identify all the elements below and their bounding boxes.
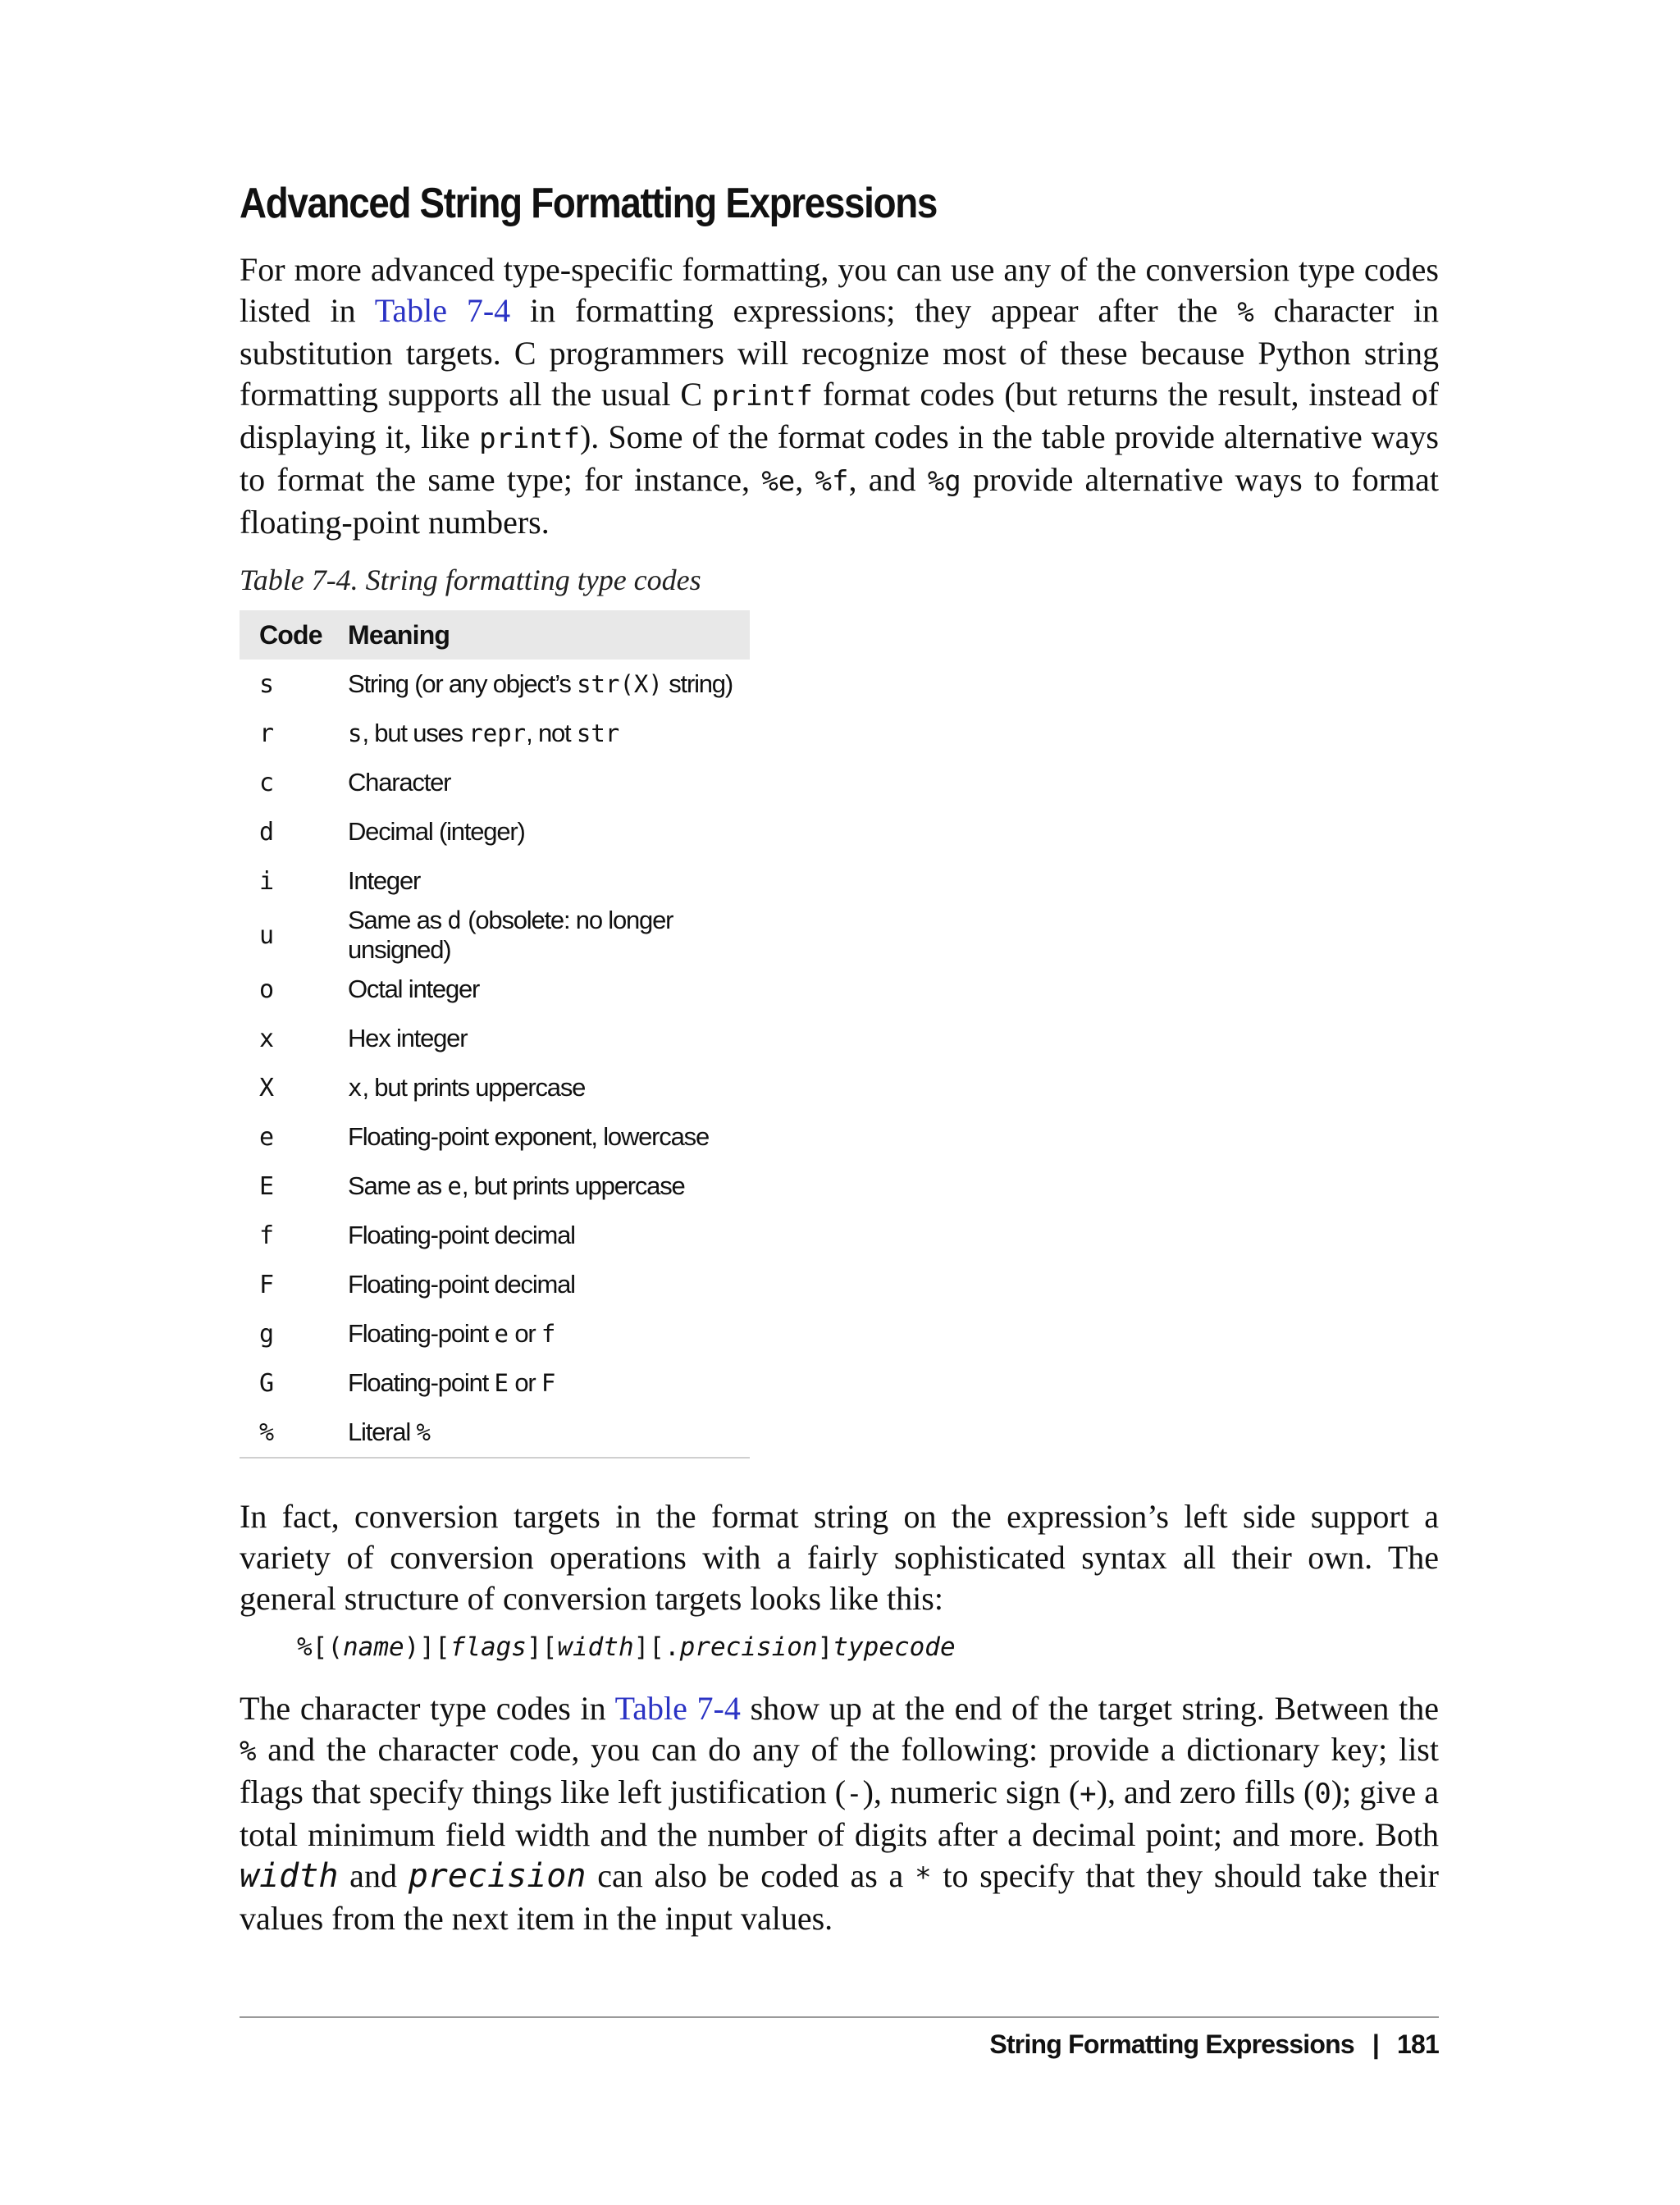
meaning-text: Floating-point exponent, lowercase [348, 1122, 709, 1151]
table-row [240, 1063, 750, 1112]
code-inline: e [494, 1320, 509, 1348]
code-cell: u [259, 920, 275, 950]
meaning-text: Floating-point decimal [348, 1221, 575, 1249]
code-inline: % [240, 1735, 257, 1768]
code-inline: %e [761, 465, 796, 498]
meaning-text: Decimal (integer) [348, 817, 525, 846]
meaning-cell [348, 856, 750, 906]
section-heading: Advanced String Formatting Expressions [240, 180, 937, 227]
header-code: Code [259, 619, 322, 650]
meaning-cell [348, 1408, 750, 1458]
text-run: and [338, 1857, 409, 1894]
meaning-text: , but prints uppercase [362, 1073, 586, 1102]
code-inline: repr [468, 719, 527, 747]
meaning-text: Floating-point decimal [348, 1270, 575, 1299]
code-inline: x [348, 1074, 363, 1102]
table-row [240, 1358, 750, 1408]
code-cell: X [259, 1073, 275, 1102]
text-run: and the character code, you can do any of the following: provide a dictionary key; list flags that specify things like left justification ( [240, 1731, 1439, 1810]
meaning-cell [348, 965, 750, 1014]
table-row [240, 1309, 750, 1358]
table-row [240, 807, 750, 856]
meaning-text: Floating-point [348, 1319, 495, 1348]
code-inline: - [846, 1778, 863, 1810]
meaning-cell [348, 1309, 750, 1358]
code-inline: str(X) [577, 670, 663, 698]
meaning-cell [348, 660, 750, 709]
code-inline: s [348, 719, 363, 747]
code-cell: F [259, 1270, 275, 1299]
meaning-text: or [508, 1368, 541, 1397]
table-row [240, 758, 750, 807]
intro-paragraph [240, 249, 1439, 543]
code-cell: i [259, 866, 275, 896]
table-row [240, 1014, 750, 1063]
code-inline: % [416, 1418, 431, 1446]
meaning-cell [348, 1112, 750, 1162]
syntax-line [297, 1632, 956, 1662]
text-run: The character type codes in [240, 1690, 615, 1727]
meaning-cell [348, 1014, 750, 1063]
meaning-cell [348, 1260, 750, 1309]
meaning-text: (obsolete: no longer unsigned) [348, 906, 673, 964]
text-run: , and [848, 461, 928, 498]
type-codes-table [240, 610, 750, 1459]
table-row [240, 965, 750, 1014]
syntax-part: ][. [633, 1632, 680, 1662]
table-row [240, 1408, 750, 1458]
meaning-text: Same as [348, 1171, 448, 1200]
text-run: ). Some of the format codes in the table provide alternative ways to format the same type; for instance, [240, 418, 1439, 498]
meaning-text: Integer [348, 866, 421, 895]
code-cell: f [259, 1221, 275, 1250]
code-cell: o [259, 975, 275, 1004]
code-inline: printf [712, 380, 813, 413]
meaning-cell [348, 1063, 750, 1112]
table-row [240, 660, 750, 709]
code-inline: + [1080, 1778, 1097, 1810]
table-row [240, 1162, 750, 1211]
footer-section-title: String Formatting Expressions [989, 2029, 1354, 2059]
text-run: to specify that they should take their values from the next item in the input values. [240, 1857, 1439, 1937]
code-inline: str [576, 719, 620, 747]
table-row [240, 906, 750, 965]
syntax-part: ] [817, 1632, 833, 1662]
page-footer [989, 2029, 1439, 2060]
code-inline: d [447, 906, 462, 934]
text-run: show up at the end of the target string. Between the [740, 1690, 1440, 1727]
table-row [240, 1211, 750, 1260]
code-inline: %g [927, 465, 961, 498]
meaning-text: String (or any object’s [348, 669, 578, 698]
code-cell: d [259, 817, 275, 847]
code-cell: x [259, 1024, 275, 1053]
details-paragraph [240, 1688, 1439, 1939]
code-cell: E [259, 1171, 275, 1201]
text-run: format codes (but returns the result, instead of displaying it, like [240, 376, 1439, 455]
table-header-row [240, 610, 750, 660]
code-cell: G [259, 1368, 275, 1398]
code-inline: e [447, 1172, 462, 1200]
code-inline: f [541, 1320, 556, 1348]
text-run: ); give a total minimum field width and the number of digits after a decimal point; and more. Both [240, 1774, 1439, 1853]
syntax-part: )][ [404, 1632, 450, 1662]
code-cell: g [259, 1319, 275, 1349]
syntax-width: width [557, 1632, 634, 1662]
code-cell: e [259, 1122, 275, 1152]
code-inline-italic: width [240, 1857, 339, 1895]
code-inline: * [915, 1861, 932, 1894]
meaning-cell [348, 1211, 750, 1260]
text-run: can also be coded as a [586, 1857, 915, 1894]
conversion-paragraph: In fact, conversion targets in the format string on the expression’s left side support a variety of conversion operations with a fairly sophisticated syntax all their own. The general structure of conversion targets looks like this: [240, 1498, 1439, 1617]
page-number: 181 [1397, 2029, 1439, 2059]
meaning-text: or [508, 1319, 541, 1348]
code-cell: % [240, 1408, 348, 1458]
meaning-text: string) [662, 669, 733, 698]
code-inline: F [541, 1369, 556, 1397]
meaning-text: Floating-point [348, 1368, 495, 1397]
meaning-cell [348, 906, 750, 965]
syntax-part: ][ [526, 1632, 558, 1662]
code-inline: 0 [1314, 1778, 1331, 1810]
meaning-cell [348, 807, 750, 856]
table-row [240, 1112, 750, 1162]
meaning-text: Same as [348, 906, 448, 934]
text-run: , [795, 461, 815, 498]
syntax-typecode: typecode [833, 1632, 956, 1662]
text-run: provide alternative ways to format floating-point numbers. [240, 461, 1439, 541]
meaning-text: , but uses [362, 719, 469, 747]
meaning-text: Hex integer [348, 1024, 468, 1052]
table-7-4-link[interactable]: Table 7-4 [374, 292, 511, 329]
syntax-flags: flags [450, 1632, 527, 1662]
text-run: For more advanced type-specific formatting, you can use any of the conversion type codes listed in [240, 251, 1439, 329]
table-row [240, 856, 750, 906]
text-run: character in substitution targets. C programmers will recognize most of these because Python string formatting supports all the usual C [240, 292, 1439, 413]
meaning-cell [348, 709, 750, 758]
meaning-text: Literal [348, 1418, 417, 1446]
table-row [240, 709, 750, 758]
code-cell: s [259, 669, 275, 699]
table-row [240, 1260, 750, 1309]
code-cell: c [259, 768, 275, 797]
meaning-cell [348, 1358, 750, 1408]
code-inline: % [1237, 296, 1254, 329]
text-run: ), and zero fills ( [1096, 1774, 1315, 1810]
code-inline: %f [815, 465, 849, 498]
code-inline: E [494, 1369, 509, 1397]
table-body [240, 660, 750, 1458]
syntax-part: %[( [297, 1632, 343, 1662]
footer-separator: | [1372, 2029, 1379, 2059]
syntax-precision: precision [679, 1632, 818, 1662]
code-inline-italic: precision [408, 1857, 587, 1895]
meaning-text: Character [348, 768, 451, 797]
table-7-4-link[interactable]: Table 7-4 [614, 1690, 741, 1727]
code-inline: printf [479, 422, 580, 455]
meaning-text: , not [526, 719, 577, 747]
syntax-name: name [343, 1632, 404, 1662]
meaning-cell [348, 758, 750, 807]
text-run: in formatting expressions; they appear after the [510, 292, 1238, 329]
meaning-cell [348, 1162, 750, 1211]
header-meaning: Meaning [348, 619, 450, 650]
table-caption: Table 7-4. String formatting type codes [240, 564, 701, 596]
text-run: ), numeric sign ( [862, 1774, 1080, 1810]
footer-divider [240, 2016, 1439, 2018]
code-cell: r [259, 719, 275, 748]
meaning-text: , but prints uppercase [461, 1171, 685, 1200]
meaning-text: Octal integer [348, 975, 480, 1003]
